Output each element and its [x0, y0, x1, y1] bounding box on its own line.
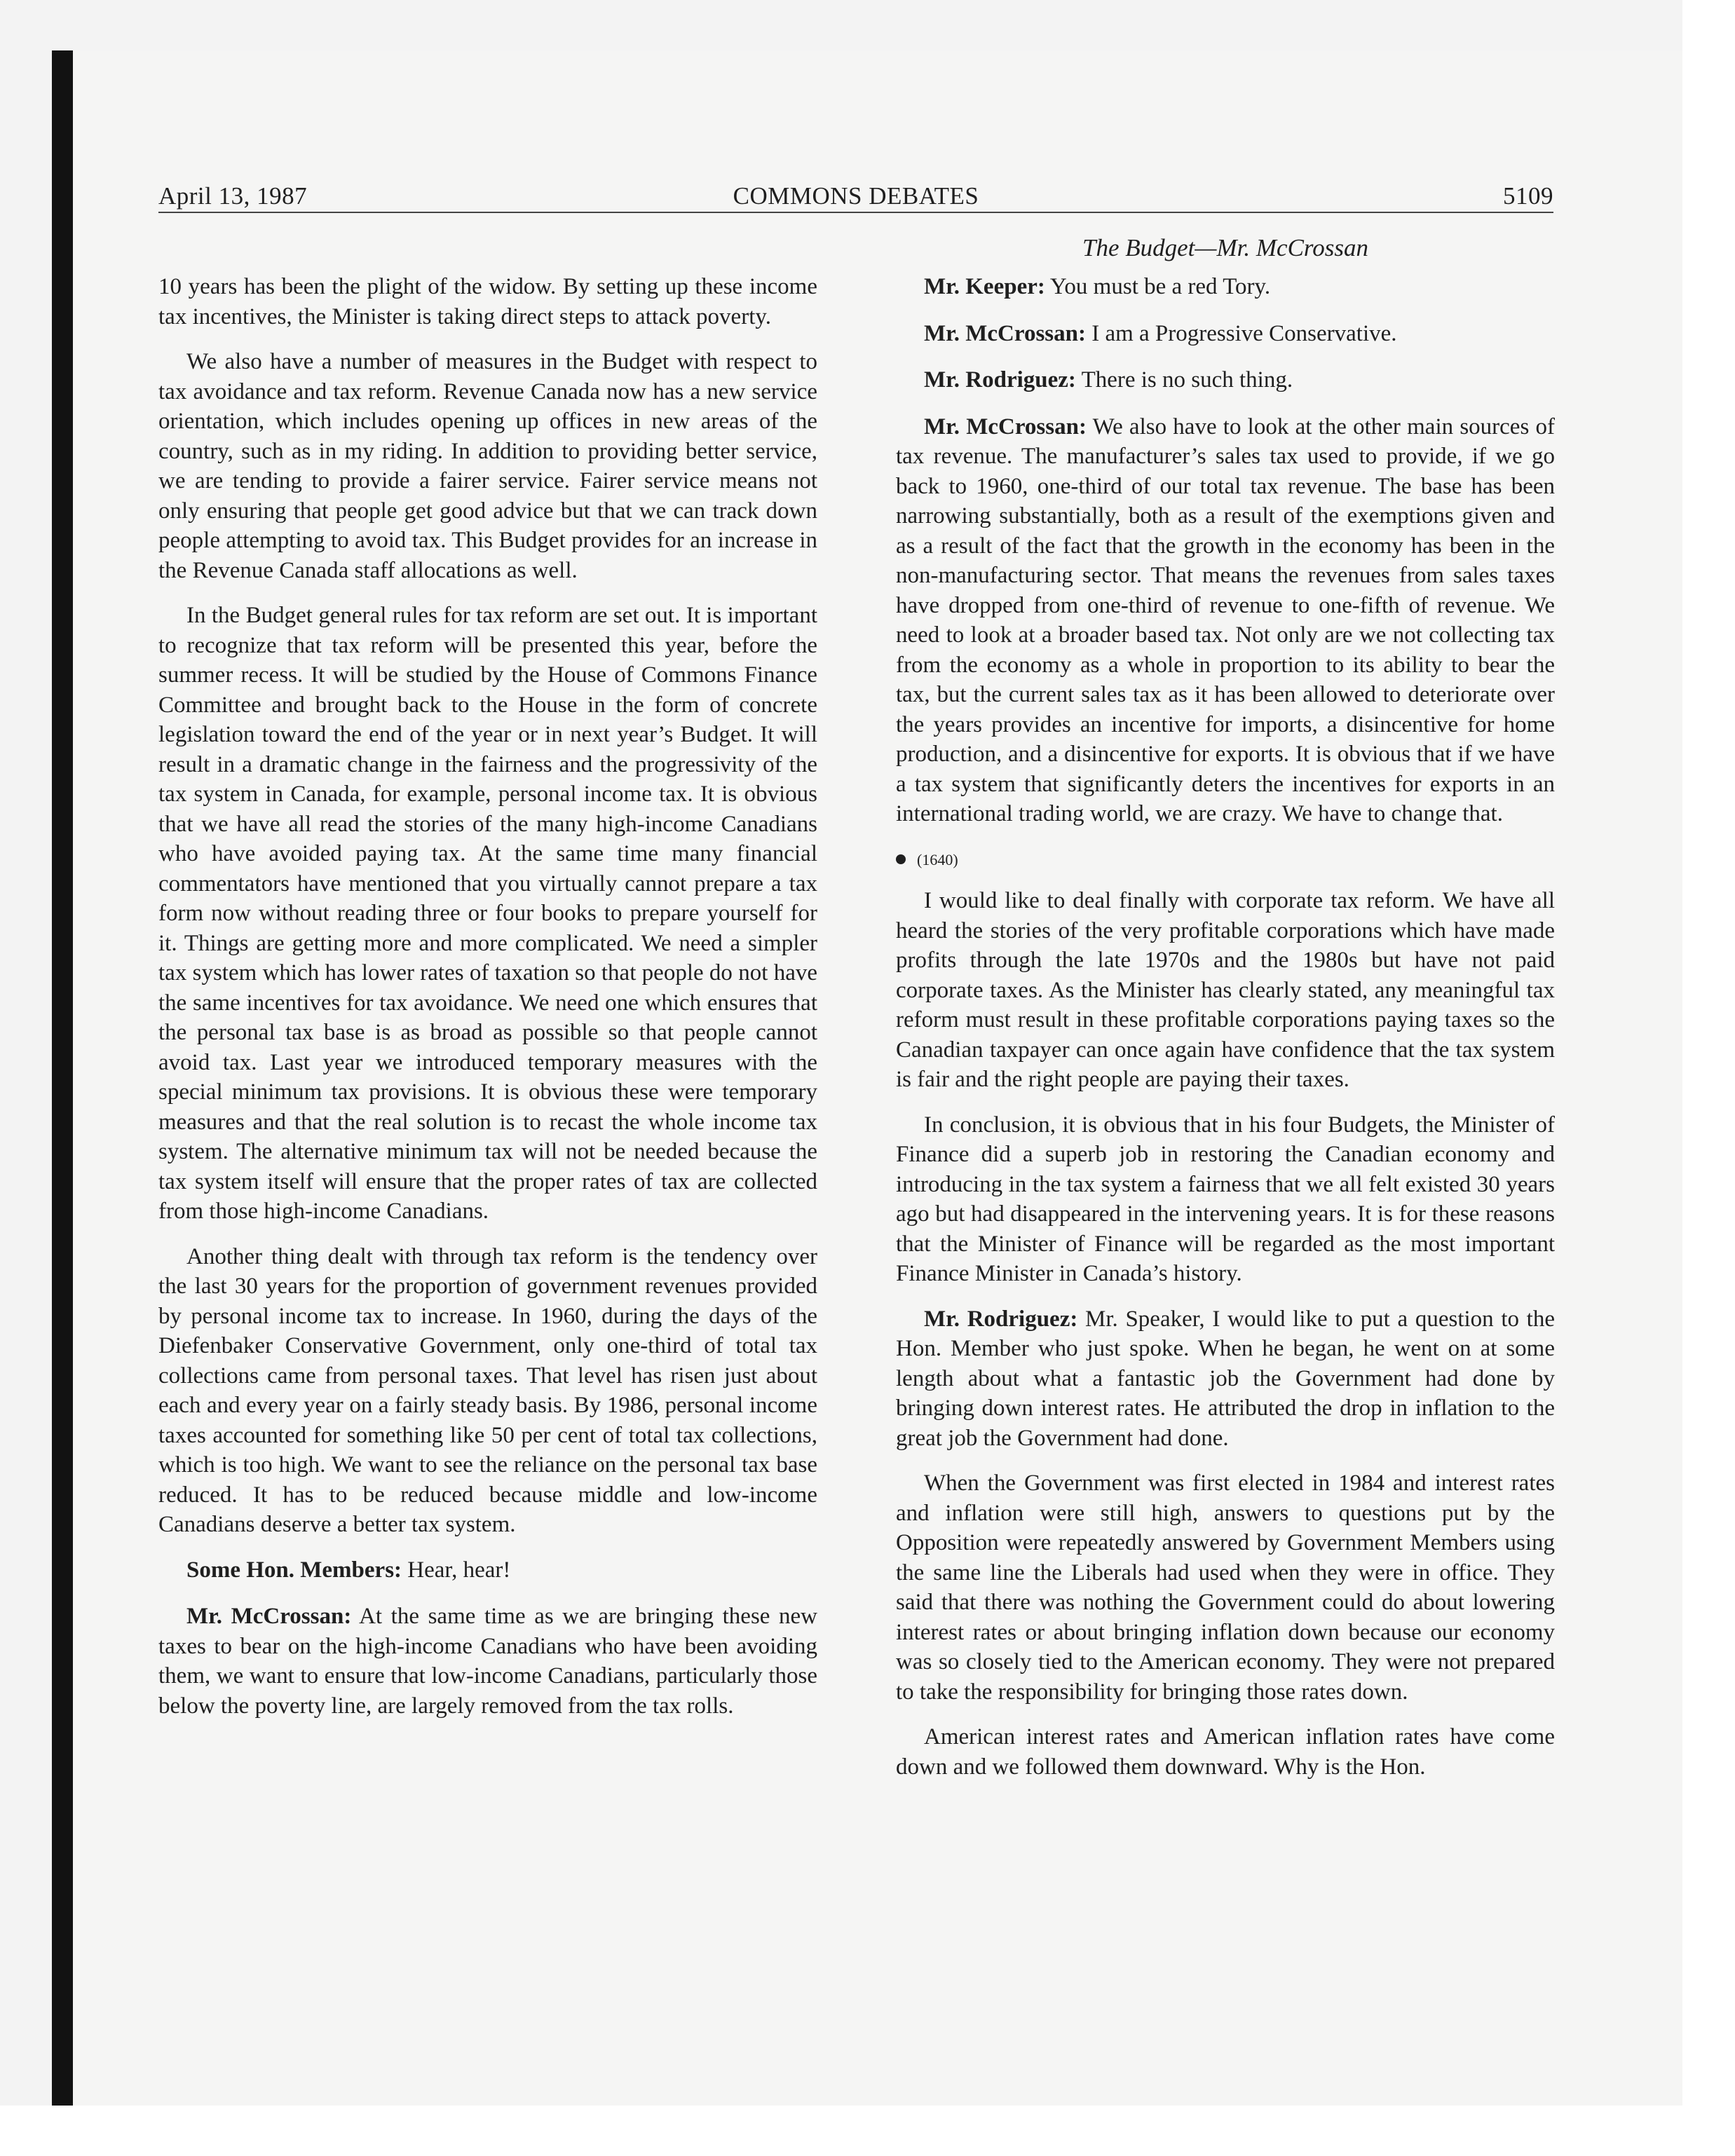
speech-text: Hear, hear!	[407, 1557, 511, 1583]
paragraph: When the Government was first elected in 1984 and interest rates and inflation were still high, answers to questions put by the Opposition were repeatedly answered by Government Members using the same line the Liberals had used when they were in office. They said that there was nothing the Government could do about lowering interest rates or about bringing inflation down because our economy was so closely tied to the American economy. They were not prepared to take the responsibility for bringing those rates down.	[896, 1471, 1555, 1705]
paragraph: 10 years has been the plight of the widow. By setting up these income tax incentives, the Minister is taking direct steps to attack poverty.	[158, 274, 817, 329]
speech-text: At the same time as we are bringing these new taxes to bear on the high-income Canadians who have been avoiding them, we want to ensure that low-income Canadians, particularly those below the poverty line, are largely removed from the tax rolls.	[158, 1604, 818, 1719]
header-title: COMMONS DEBATES	[733, 182, 979, 210]
speech-text: You must be a red Tory.	[1049, 274, 1271, 299]
paragraph: American interest rates and American inflation rates have come down and we followed them downward. Why is the Hon.	[896, 1724, 1555, 1780]
speaker-name: Mr. Rodriguez:	[924, 367, 1076, 393]
speaker-name: Mr. Keeper:	[924, 274, 1045, 299]
speech	[896, 319, 1555, 349]
speech	[896, 365, 1555, 395]
speaker-name: Mr. McCrossan:	[924, 414, 1087, 439]
time-stamp-code: (1640)	[917, 850, 958, 868]
speaker-name: Mr. McCrossan:	[186, 1604, 352, 1629]
bullet-icon	[896, 854, 906, 864]
binding-edge	[52, 50, 73, 2106]
header-page-number: 5109	[1503, 182, 1553, 210]
speech	[896, 1304, 1555, 1454]
paragraph: In the Budget general rules for tax reform are set out. It is important to recognize that tax reform will be presented this year, before the summer recess. It will be studied by the House of Commons Finance Committee and brought back to the House in the form of concrete legislation toward the end of the year or in next year’s Budget. It will result in a dramatic change in the fairness and the progressivity of the tax system in Canada, for example, personal income tax. It is obvious that we have all read the stories of the many high-income Canadians who have avoided paying tax. At the same time many financial commentators have mentioned that you virtually cannot prepare a tax form now without reading three or four books to prepare yourself for it. Things are getting more and more complicated. We need a simpler tax system which has lower rates of taxation so that people do not have the same incentives for tax avoidance. We need one which ensures that the personal tax base is as broad as possible so that people cannot avoid tax. Last year we introduced temporary measures with the special minimum tax provisions. It is obvious these were temporary measures and that the real solution is to recast the whole income tax system. The alternative minimum tax will not be needed because the tax system itself will ensure that the proper rates of tax are collected from those high-income Canadians.	[158, 603, 817, 1224]
page-header	[158, 179, 1553, 213]
time-stamp	[896, 845, 1555, 874]
speech-text: Mr. Speaker, I would like to put a question to the Hon. Member who just spoke. When he began, he went on at some length about what a fantastic job the Government had done by bringing down interest rates. He attributed the drop in inflation to the great job the Government had done.	[896, 1306, 1556, 1451]
left-column	[158, 272, 817, 1736]
header-rule	[158, 212, 1553, 213]
speech	[896, 272, 1555, 302]
right-column	[896, 272, 1555, 1797]
paragraph: Another thing dealt with through tax reform is the tendency over the last 30 years for the proportion of government revenues provided by personal income tax to increase. In 1960, during the days of the Diefenbaker Conservative Government, only one-third of total tax collections came from personal taxes. That level has risen just about each and every year on a fairly steady basis. By 1986, personal income taxes accounted for something like 50 per cent of total tax collections, which is too high. We want to see the reliance on the personal tax base reduced. It has to be reduced because middle and low-income Canadians deserve a better tax system.	[158, 1243, 817, 1537]
paragraph: We also have a number of measures in the Budget with respect to tax avoidance and tax reform. Revenue Canada now has a new service orientation, which includes opening up offices in new areas of the country, such as in my riding. In addition to providing better service, we are tending to provide a fairer service. Fairer service means not only ensuring that people get good advice but that we can track down people attempting to avoid tax. This Budget provides for an increase in the Revenue Canada staff allocations as well.	[158, 349, 817, 583]
paragraph: In conclusion, it is obvious that in his four Budgets, the Minister of Finance did a superb job in restoring the Canadian economy and introducing in the tax system a fairness that we all felt existed 30 years ago but had disappeared in the intervening years. It is for these reasons that the Minister of Finance will be regarded as the most important Finance Minister in Canada’s history.	[896, 1112, 1555, 1287]
header-date: April 13, 1987	[158, 182, 308, 210]
speech	[158, 1555, 817, 1585]
speech	[158, 1602, 817, 1721]
speaker-name: Mr. McCrossan:	[924, 320, 1086, 346]
speech-text: I am a Progressive Conservative.	[1091, 320, 1397, 346]
paragraph: I would like to deal finally with corporate tax reform. We have all heard the stories of the very profitable corporations which have made profits through the late 1970s and the 1980s but have not paid corporate taxes. As the Minister has clearly stated, any meaningful tax reform must result in these profitable corporations paying taxes so the Canadian taxpayer can once again have confidence that the tax system is fair and the right people are paying their taxes.	[896, 888, 1555, 1093]
speaker-name: Some Hon. Members:	[186, 1557, 402, 1583]
speech-text: There is no such thing.	[1081, 367, 1293, 393]
speech	[896, 412, 1555, 829]
speaker-name: Mr. Rodriguez:	[924, 1306, 1078, 1332]
running-title: The Budget—Mr. McCrossan	[1082, 234, 1368, 261]
speech-text: We also have to look at the other main sources of tax revenue. The manufacturer’s sales tax used to provide, if we go back to 1960, one-third of our total tax revenue. The base has been narrowing substantially, both as a result of the exemptions given and as a result of the fact that the growth in the economy has been in the non-manufacturing sector. That means the revenues from sales taxes have dropped from one-third of revenue to one-fifth of revenue. We need to look at a broader based tax. Not only are we not collecting tax from the economy as a whole in proportion to its ability to bear the tax, but the current sales tax as it has been allowed to deteriorate over the years provides an incentive for imports, a disincentive for home production, and a disincentive for exports. It is obvious that if we have a tax system that significantly deters the incentives for exports in an international trading world, we are crazy. We have to change that.	[896, 414, 1556, 826]
